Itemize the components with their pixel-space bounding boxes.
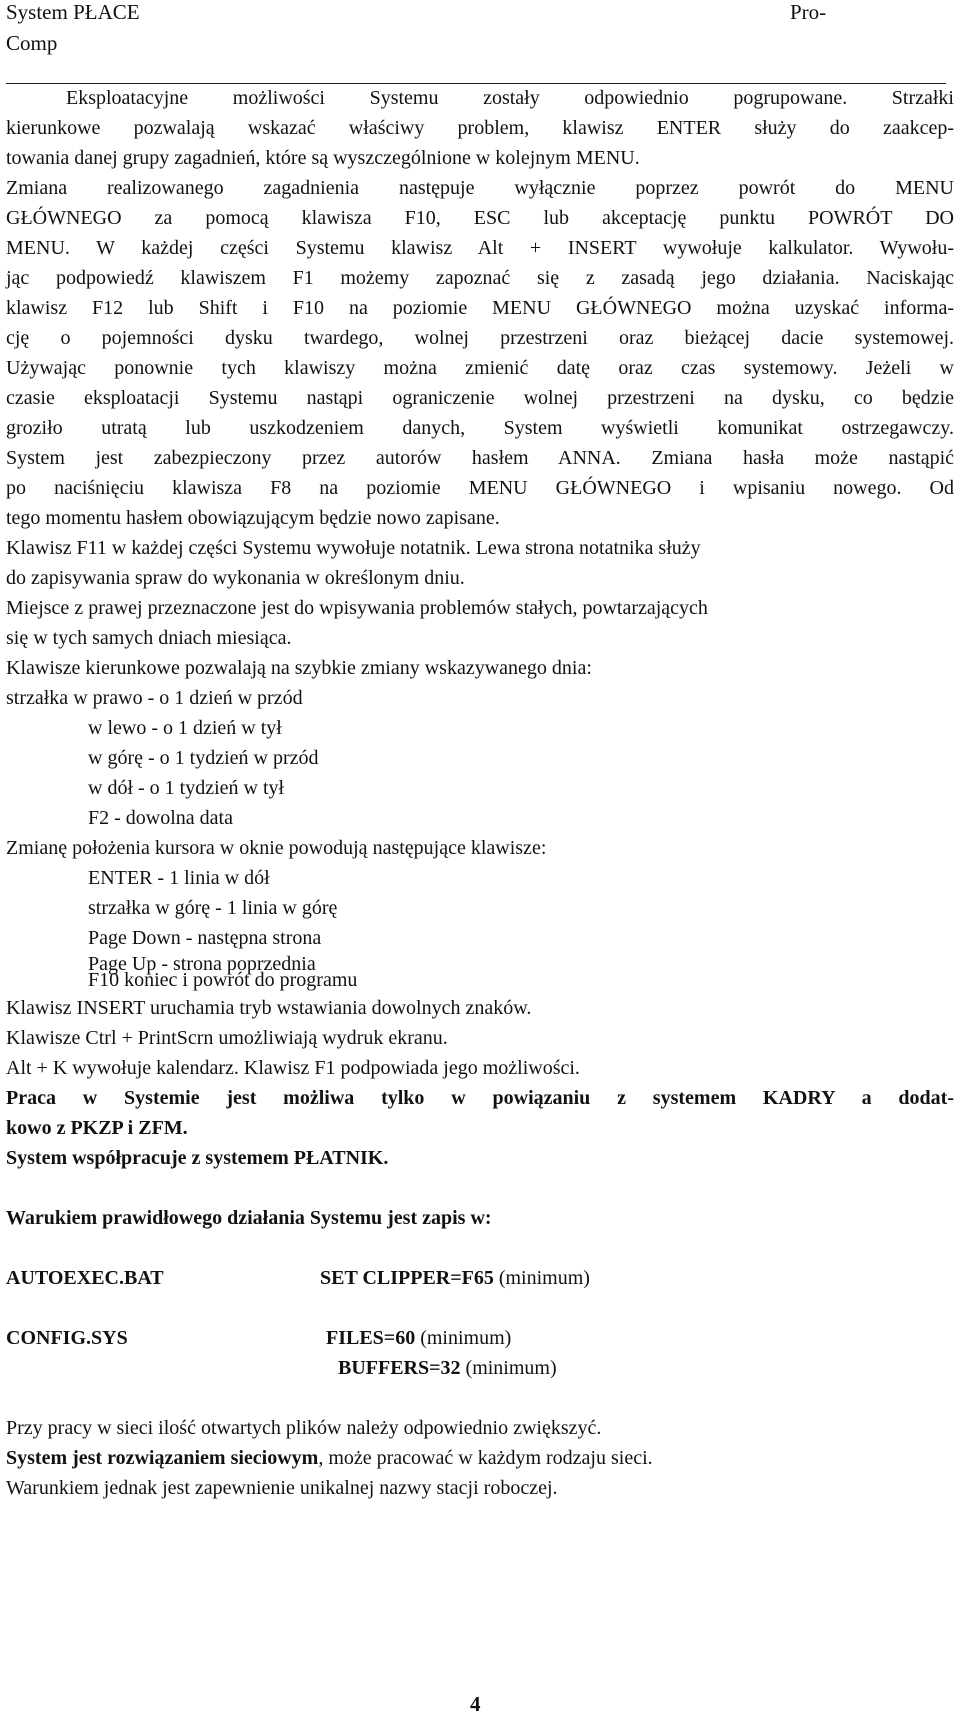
list-intro: Zmianę położenia kursora w oknie powodują następujące klawisze: [6, 837, 547, 859]
list-item: w dół - o 1 tydzień w tył [88, 777, 285, 799]
list-item: strzałka w prawo - o 1 dzień w przód [6, 687, 303, 709]
list-item: Page Down - następna strona [88, 927, 322, 949]
text-line: MENU. W każdej części Systemu klawisz Alt + INSERT wywołuje kalkulator. Wywołu- [6, 237, 954, 259]
text-line: towania danej grupy zagadnień, które są wyszczególnione w kolejnym MENU. [6, 147, 640, 169]
text-line: Alt + K wywołuje kalendarz. Klawisz F1 podpowiada jego możliwości. [6, 1057, 580, 1079]
config-label [6, 1326, 128, 1350]
buffers-note: (minimum) [460, 1357, 557, 1379]
autoexec-value [320, 1266, 590, 1290]
autoexec-note: (minimum) [493, 1267, 590, 1289]
header-company: Pro- [790, 0, 827, 24]
text-line: cję o pojemności dysku twardego, wolnej przestrzeni oraz bieżącej dacie systemowej. [6, 327, 954, 349]
text-line: Eksploatacyjne możliwości Systemu zostały odpowiednio pogrupowane. Strzałki [66, 87, 954, 109]
text-line: czasie eksploatacji Systemu nastąpi ograniczenie wolnej przestrzeni na dysku, co będzie [6, 387, 954, 409]
buffers-value [338, 1356, 557, 1380]
list-item: F10 koniec i powrót do programu [88, 969, 358, 991]
text-line: Przy pracy w sieci ilość otwartych plików należy odpowiednio zwiększyć. [6, 1417, 602, 1439]
network-bold: System jest rozwiązaniem sieciowym [6, 1447, 319, 1469]
autoexec-setting: SET CLIPPER=F65 [320, 1267, 494, 1289]
config-label-text: CONFIG.SYS [6, 1327, 128, 1349]
text-line: kierunkowe pozwalają wskazać właściwy problem, klawisz ENTER służy do zaakcep- [6, 117, 954, 139]
autoexec-label-text: AUTOEXEC.BAT [6, 1267, 164, 1289]
text-line: Praca w Systemie jest możliwa tylko w powiązaniu z systemem KADRY a dodat- [6, 1087, 954, 1109]
text-line [6, 1446, 653, 1470]
text-line: Zmiana realizowanego zagadnienia następuje wyłącznie poprzez powrót do MENU [6, 177, 954, 199]
text-line: Miejsce z prawej przeznaczone jest do wpisywania problemów stałych, powtarzających [6, 597, 708, 619]
header-rule [6, 83, 946, 84]
list-item: w lewo - o 1 dzień w tył [88, 717, 282, 739]
buffers-setting: BUFFERS=32 [338, 1357, 461, 1379]
text-line: System współpracuje z systemem PŁATNIK. [6, 1147, 389, 1169]
text-line: Używając ponownie tych klawiszy można zmienić datę oraz czas systemowy. Jeżeli w [6, 357, 954, 379]
autoexec-label [6, 1266, 164, 1290]
header-title: System PŁACE [6, 0, 140, 24]
text-line: po naciśnięciu klawisza F8 na poziomie MENU GŁÓWNEGO i wpisaniu nowego. Od [6, 477, 954, 499]
text-line: się w tych samych dniach miesiąca. [6, 627, 292, 649]
network-rest: , może pracować w każdym rodzaju sieci. [318, 1447, 653, 1469]
text-line: Klawisz INSERT uruchamia tryb wstawiania dowolnych znaków. [6, 997, 532, 1019]
text-line: tego momentu hasłem obowiązującym będzie nowo zapisane. [6, 507, 500, 529]
list-item: ENTER - 1 linia w dół [88, 867, 270, 889]
text-line: do zapisywania spraw do wykonania w określonym dniu. [6, 567, 465, 589]
files-setting: FILES=60 [326, 1327, 416, 1349]
text-line: GŁÓWNEGO za pomocą klawisza F10, ESC lub akceptację punktu POWRÓT DO [6, 207, 954, 229]
list-intro: Klawisze kierunkowe pozwalają na szybkie zmiany wskazywanego dnia: [6, 657, 592, 679]
files-note: (minimum) [415, 1327, 512, 1349]
text-line: kowo z PKZP i ZFM. [6, 1117, 188, 1139]
text-line: groziło utratą lub uszkodzeniem danych, System wyświetli komunikat ostrzegawczy. [6, 417, 954, 439]
text-line: Warunkiem jednak jest zapewnienie unikalnej nazwy stacji roboczej. [6, 1477, 558, 1499]
text-line: Klawisz F11 w każdej części Systemu wywołuje notatnik. Lewa strona notatnika służy [6, 537, 701, 559]
text-line: Warukiem prawidłowego działania Systemu jest zapis w: [6, 1207, 492, 1229]
list-item: Page Up - strona poprzednia [88, 953, 316, 975]
files-value [326, 1326, 511, 1350]
list-item: F2 - dowolna data [88, 807, 233, 829]
text-line: klawisz F12 lub Shift i F10 na poziomie MENU GŁÓWNEGO można uzyskać informa- [6, 297, 954, 319]
list-item: strzałka w górę - 1 linia w górę [88, 897, 338, 919]
header-title-cont: Comp [6, 31, 58, 55]
text-line: jąc podpowiedź klawiszem F1 możemy zapoznać się z zasadą jego działania. Naciskając [6, 267, 954, 289]
list-item: w górę - o 1 tydzień w przód [88, 747, 319, 769]
text-line: Klawisze Ctrl + PrintScrn umożliwiają wydruk ekranu. [6, 1027, 448, 1049]
page-number: 4 [470, 1692, 481, 1716]
text-line: System jest zabezpieczony przez autorów hasłem ANNA. Zmiana hasła może nastąpić [6, 447, 954, 469]
